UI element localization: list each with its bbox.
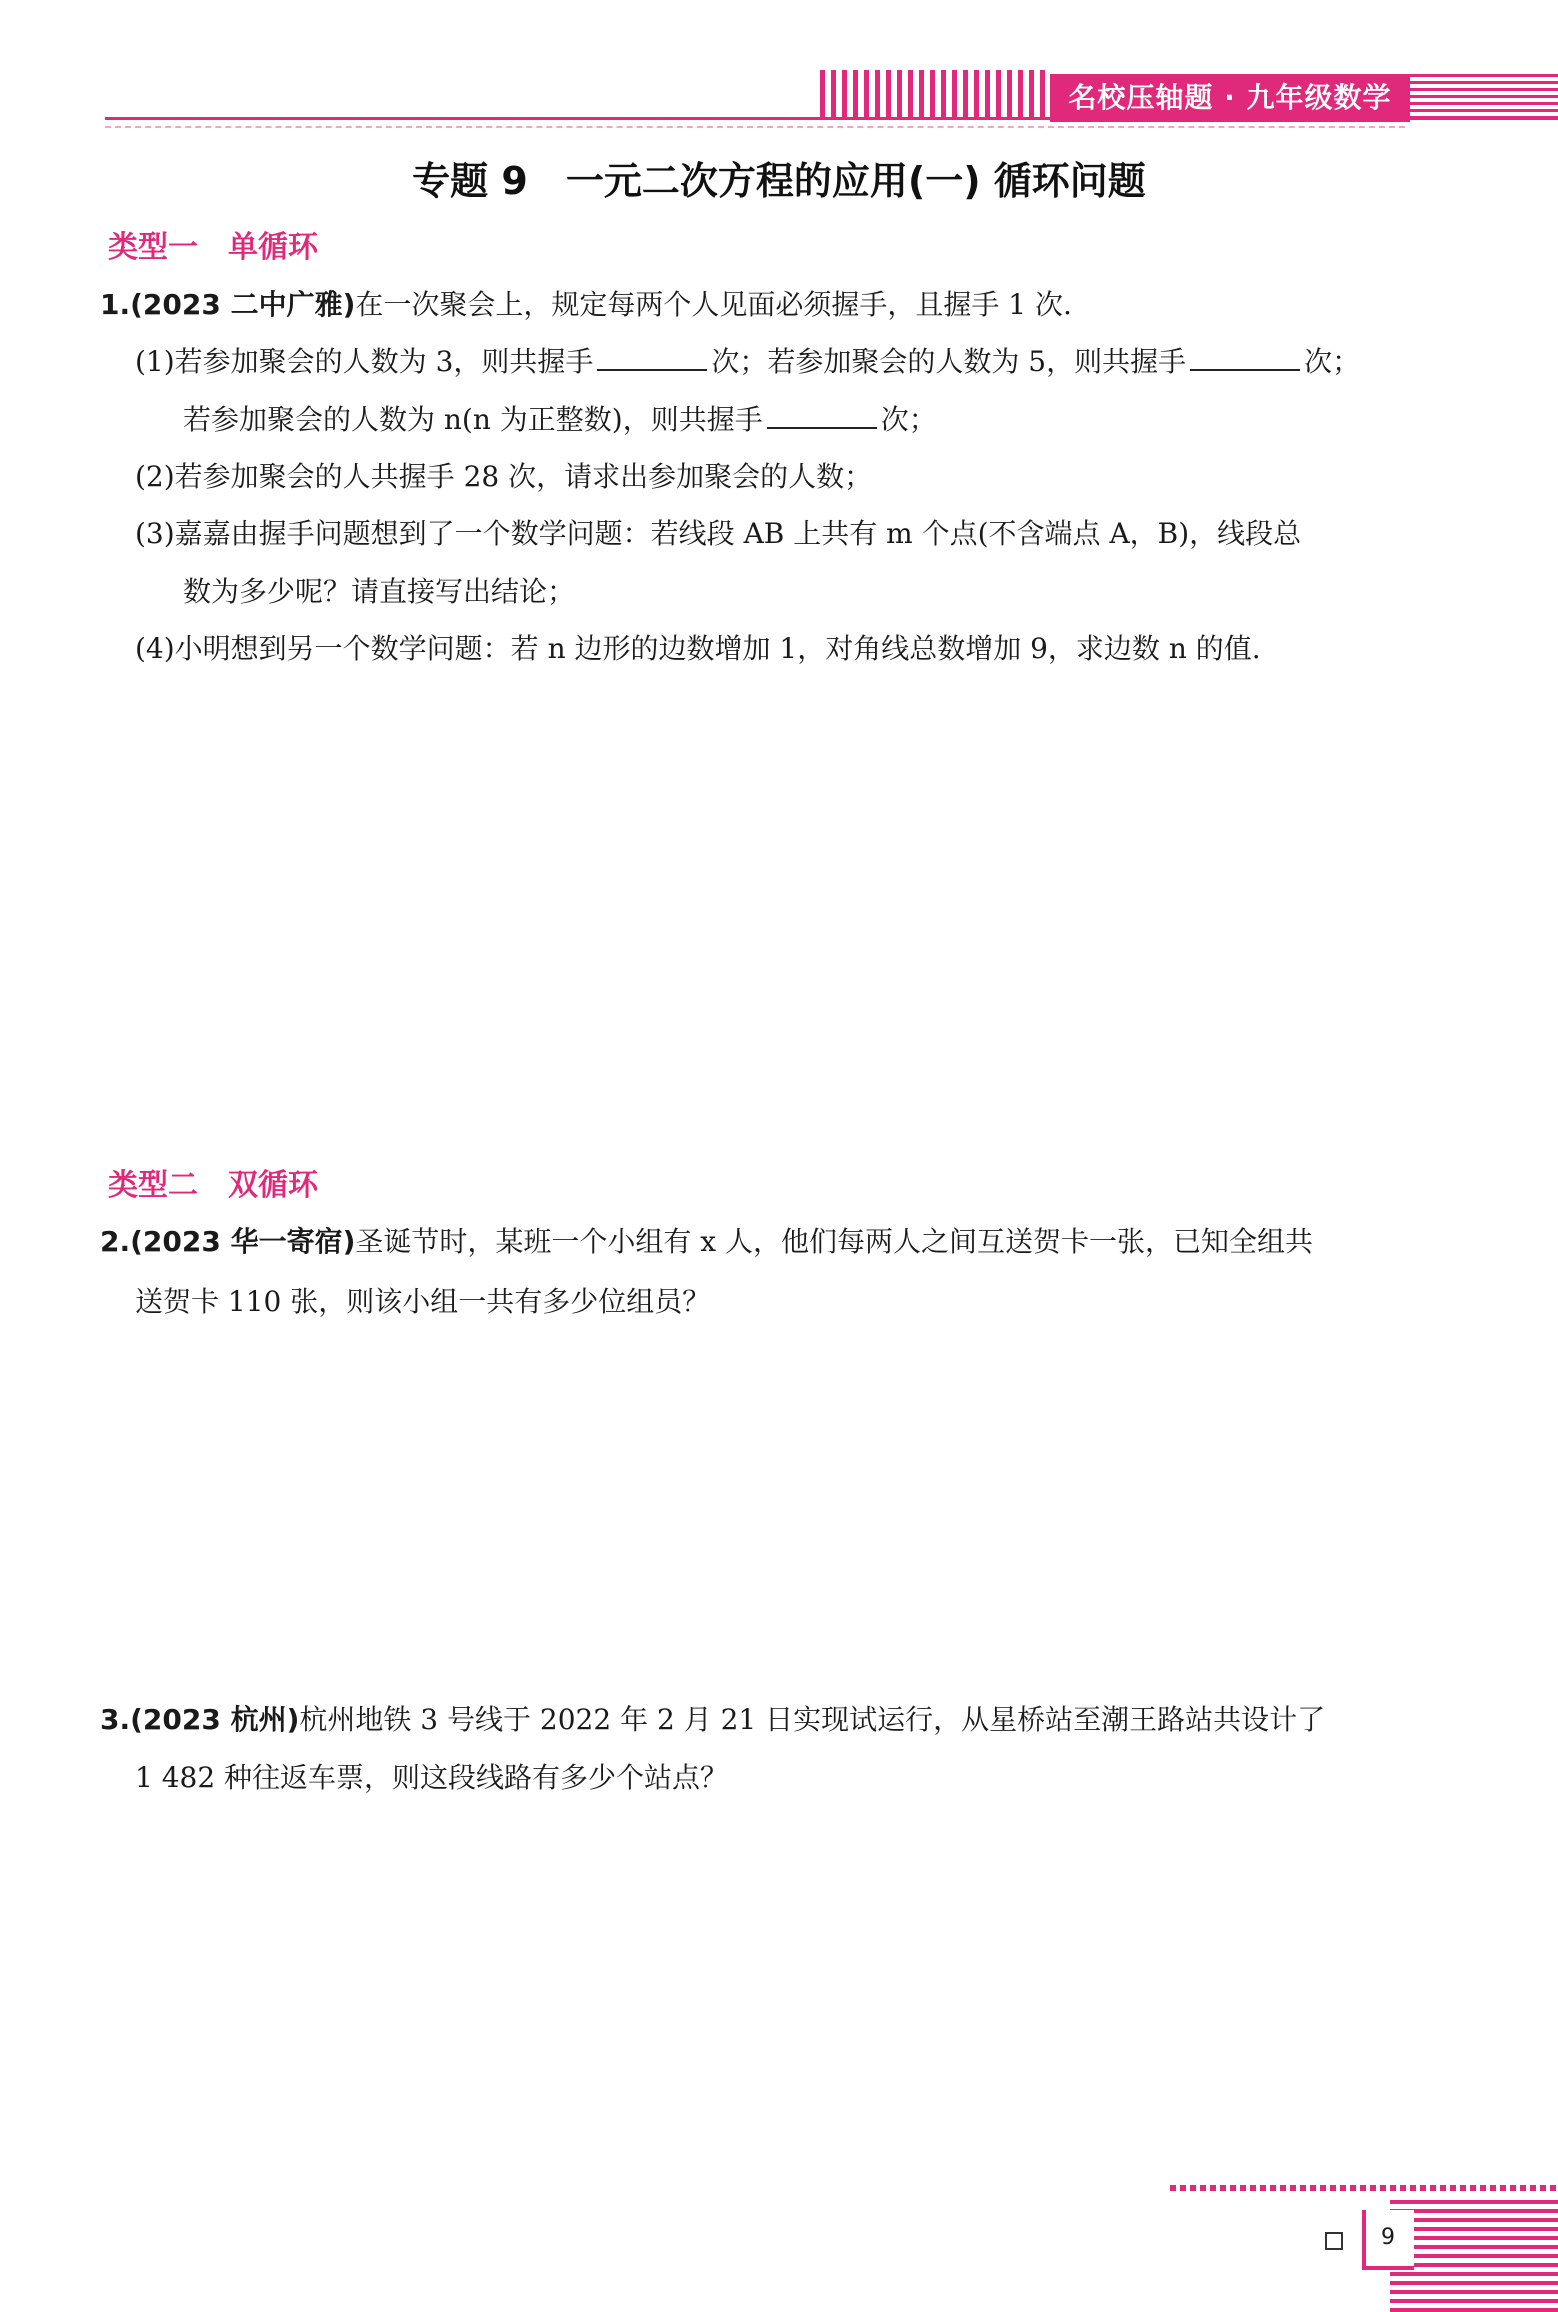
question-2-text: 圣诞节时，某班一个小组有 x 人，他们每两人之间互送贺卡一张，已知全组共 [355, 1225, 1314, 1258]
question-1-part-3-cont: 数为多少呢？请直接写出结论； [183, 575, 576, 608]
question-2-source: (2023 华一寄宿) [130, 1225, 356, 1258]
question-1-source: (2023 二中广雅) [130, 288, 356, 321]
part-1-text-d: 若参加聚会的人数为 n(n 为正整数)，则共握手 [183, 403, 763, 436]
question-1-number: 1. [100, 288, 131, 321]
section-heading-2: 类型二 双循环 [108, 1168, 318, 1203]
page-title: 专题 9 一元二次方程的应用(一) 循环问题 [412, 159, 1146, 203]
header-rule [105, 117, 1558, 120]
question-3-number: 3. [100, 1703, 131, 1736]
part-1-text-b: 次；若参加聚会的人数为 5，则共握手 [711, 345, 1187, 378]
question-1-part-2: (2)若参加聚会的人共握手 28 次，请求出参加聚会的人数； [135, 460, 873, 493]
question-2-number: 2. [100, 1225, 131, 1258]
header-stripes [820, 70, 1050, 118]
footer-band [1170, 2185, 1558, 2191]
header-label: 名校压轴题 · 九年级数学 [1050, 74, 1410, 122]
question-3-text-cont: 1 482 种往返车票，则这段线路有多少个站点？ [135, 1761, 729, 1794]
part-1-text-e: 次； [880, 403, 937, 436]
page-number: 9 [1381, 2225, 1395, 2250]
question-1-stem [100, 283, 1072, 323]
question-3-text: 杭州地铁 3 号线于 2022 年 2 月 21 日实现试运行，从星桥站至潮王路站共设计了 [299, 1703, 1326, 1736]
part-1-text-a: (1)若参加聚会的人数为 3，则共握手 [135, 345, 594, 378]
question-2-stem [100, 1220, 1313, 1260]
question-1-part-3: (3)嘉嘉由握手问题想到了一个数学问题：若线段 AB 上共有 m 个点(不含端点 A，B)，线段总 [135, 517, 1302, 550]
part-1-text-c: 次； [1304, 345, 1361, 378]
header-tail-stripes [1410, 74, 1558, 122]
question-2-text-cont: 送贺卡 110 张，则该小组一共有多少位组员？ [135, 1285, 711, 1318]
answer-blank-2[interactable] [1190, 343, 1300, 371]
section-heading-1: 类型一 单循环 [108, 230, 318, 265]
question-1-part-1-cont [183, 398, 937, 438]
answer-blank-3[interactable] [767, 401, 877, 429]
question-1-text: 在一次聚会上，规定每两个人见面必须握手，且握手 1 次. [355, 288, 1072, 321]
answer-blank-1[interactable] [597, 343, 707, 371]
question-1-part-4: (4)小明想到另一个数学问题：若 n 边形的边数增加 1，对角线总数增加 9，求边数 n 的值. [135, 632, 1261, 665]
header-dashed-rule [105, 126, 1405, 128]
question-3-source: (2023 杭州) [130, 1703, 300, 1736]
checkbox-square-icon [1325, 2232, 1343, 2250]
footer-stripes [1390, 2200, 1558, 2312]
question-1-part-1 [135, 340, 1360, 380]
question-3-stem [100, 1698, 1325, 1738]
